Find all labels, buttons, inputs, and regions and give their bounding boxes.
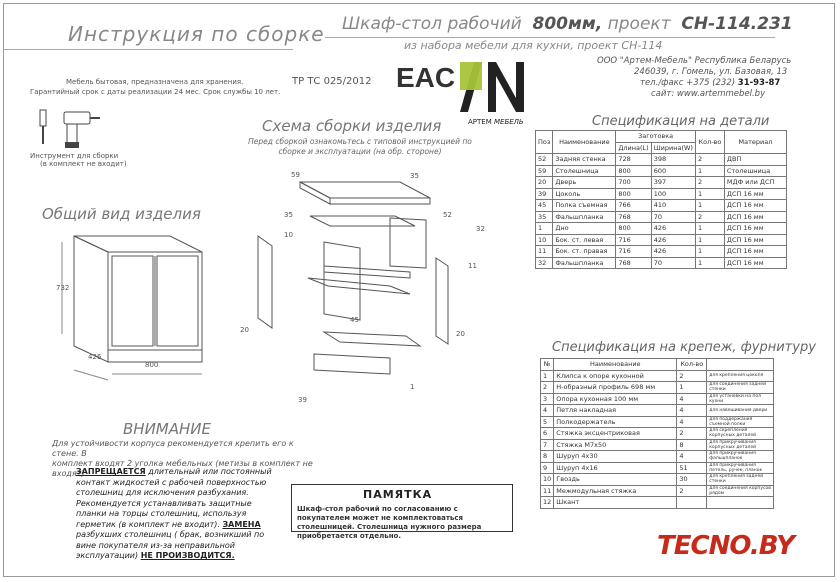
title-underline [3,49,293,50]
fittings-cell-pos: 2 [541,382,554,394]
fittings-cell-pos: 5 [541,416,554,428]
product-title: Шкаф-стол рабочий 800мм, проект СН-114.231 [342,14,793,34]
fittings-cell-qty: 30 [677,474,707,486]
fittings-cell-qty [677,497,707,509]
parts-cell-w: 398 [651,154,695,166]
fittings-row [541,497,774,509]
parts-cell-pos: 59 [536,165,553,177]
tecno-logo: TECNO.BY [657,531,794,561]
parts-cell-qty: 2 [695,177,724,189]
dim-width: 800 [145,361,159,369]
fittings-cell-pos: 11 [541,485,554,497]
parts-row [536,188,787,200]
not-done-label: НЕ ПРОИЗВОДИТСЯ. [140,551,235,560]
fittings-cell-name: Опора кухонная 100 мм [554,393,677,405]
schema-label-32: 32 [476,225,485,233]
intro-line-2: Гарантийный срок с даты реализации 24 мес. Срок службы 10 лет. [30,88,281,96]
fittings-row [541,370,774,382]
fittings-cell-pos: 12 [541,497,554,509]
parts-row [536,234,787,246]
fittings-cell-qty: 4 [677,451,707,463]
parts-cell-qty: 1 [695,246,724,258]
parts-cell-qty: 1 [695,165,724,177]
schema-label-39: 39 [298,396,307,404]
fittings-cell-qty: 1 [677,382,707,394]
company-name: ООО "Артем-Мебель" Республика Беларусь [597,56,792,66]
cabinet-general-view-drawing [52,222,222,382]
fittings-row [541,485,774,497]
parts-cell-w: 426 [651,234,695,246]
parts-cell-mat: ДСП 16 мм [724,200,786,212]
fittings-cell-note: для навешивания двери [707,405,774,417]
prohibited-text: длительный или постоянный контакт жидкостей с рабочей поверхностью столешниц для исключения разбухания. Рекомендуется устанавливать защитные планки на торцы столешниц, используя герметик (в комплект не входит). [76,467,272,529]
parts-cell-pos: 35 [536,211,553,223]
parts-cell-name: Бок. ст. правая [553,246,616,258]
fittings-cell-qty: 4 [677,405,707,417]
fittings-header-note [707,359,774,371]
warning-note: Для устойчивости корпуса рекомендуется крепить его к стене. В комплект входят 2 уголка мебельных (метизы в комплект не входят). [52,439,313,478]
standard-label: ТР ТС 025/2012 [292,76,372,87]
parts-header-qty: Кол-во [695,131,724,154]
fittings-row [541,416,774,428]
general-view-title: Общий вид изделия [42,205,201,223]
parts-header-pos: Поз [536,131,553,154]
fittings-cell-name: Стяжка М7х50 [554,439,677,451]
parts-cell-qty: 2 [695,211,724,223]
parts-cell-mat: МДФ или ДСП [724,177,786,189]
dim-height: 732 [56,284,70,292]
schema-label-20-left: 20 [240,326,249,334]
memo-title: ПАМЯТКА [363,488,433,501]
fittings-cell-note: для прикручивания фальшпланок [707,451,774,463]
fittings-cell-name: Н-образный профиль 698 мм [554,382,677,394]
fittings-cell-qty: 8 [677,439,707,451]
fittings-cell-note: для прикручивания корпусных деталей [707,439,774,451]
parts-header-name: Наименование [553,131,616,154]
parts-cell-name: Фальшпланка [553,211,616,223]
parts-cell-pos: 45 [536,200,553,212]
parts-row [536,165,787,177]
parts-cell-mat: ДСП 16 мм [724,257,786,269]
parts-row [536,154,787,166]
fittings-row [541,462,774,474]
parts-cell-l: 728 [616,154,651,166]
parts-row [536,177,787,189]
replace-label: ЗАМЕНА [222,519,261,529]
fittings-header-qty: Кол-во [677,359,707,371]
fittings-cell-name: Межмодульная стяжка [554,485,677,497]
parts-cell-l: 700 [616,177,651,189]
fittings-header-name: Наименование [554,359,677,371]
parts-cell-name: Цоколь [553,188,616,200]
parts-cell-mat: ДСП 16 мм [724,211,786,223]
parts-cell-l: 800 [616,223,651,235]
parts-cell-pos: 32 [536,257,553,269]
parts-cell-name: Бок. ст. левая [553,234,616,246]
parts-cell-name: Полка съемная [553,200,616,212]
parts-cell-l: 716 [616,234,651,246]
parts-header-width: Ширина(W) [651,142,695,154]
fittings-cell-name: Шкант [554,497,677,509]
fittings-cell-note: для скрепления корпусных деталей [707,428,774,440]
parts-cell-pos: 39 [536,188,553,200]
fittings-cell-note: для соединения корпусов рядом [707,485,774,497]
fittings-row [541,382,774,394]
fittings-cell-note: для крепления цоколя [707,370,774,382]
replace-text: разбухших столешниц ( брак, возникший по вине покупателя из-за неправильной эксплуатации) [76,530,265,560]
company-phone: 31-93-87 [737,78,781,88]
assembly-exploded-drawing [240,168,500,408]
fittings-cell-qty: 2 [677,370,707,382]
product-subtitle: из набора мебели для кухни, проект СН-114 [404,39,663,52]
parts-cell-qty: 1 [695,200,724,212]
parts-spec-title: Спецификация на детали [592,114,770,129]
parts-header-material: Материал [724,131,786,154]
schema-label-20-right: 20 [456,330,465,338]
fittings-row [541,474,774,486]
parts-row [536,211,787,223]
intro-line-1: Мебель бытовая, предназначена для хранения. [66,78,244,86]
brand-name: АРТЕМ МЕБЕЛЬ [468,118,524,126]
fittings-cell-qty: 4 [677,416,707,428]
tools-sublabel: (в комплект не входит) [40,160,127,168]
parts-cell-pos: 10 [536,234,553,246]
parts-cell-pos: 52 [536,154,553,166]
fittings-cell-note: для установки на пол кухни [707,393,774,405]
fittings-cell-pos: 9 [541,462,554,474]
parts-cell-qty: 1 [695,234,724,246]
brand-logo [458,58,526,116]
fittings-cell-note: для соединения задней стенки [707,382,774,394]
schema-label-1: 1 [410,383,415,391]
fittings-cell-name: Шуруп 4х30 [554,451,677,463]
fittings-spec-title: Спецификация на крепеж, фурнитуру [552,340,816,355]
parts-cell-l: 800 [616,165,651,177]
company-address: 246039, г. Гомель, ул. Базовая, 13 [634,67,788,77]
fittings-cell-name: Шуруп 4х16 [554,462,677,474]
prohibited-label: ЗАПРЕЩАЕТСЯ [76,467,146,476]
schema-label-35-top: 35 [410,172,419,180]
fittings-cell-pos: 8 [541,451,554,463]
fittings-cell-name: Полкодержатель [554,416,677,428]
memo-text: Шкаф-стол рабочий по согласованию с покупателем может не комплектоваться столешницей. Столешница нужного размера приобретается отдельно. [297,505,482,540]
parts-cell-pos: 20 [536,177,553,189]
fittings-cell-qty: 2 [677,428,707,440]
parts-cell-mat: ДСП 16 мм [724,234,786,246]
schema-label-10: 10 [284,231,293,239]
parts-cell-l: 768 [616,257,651,269]
parts-cell-l: 800 [616,188,651,200]
fittings-cell-name: Клипса к опоре кухонной [554,370,677,382]
parts-cell-pos: 1 [536,223,553,235]
fittings-cell-pos: 7 [541,439,554,451]
parts-row [536,200,787,212]
schema-label-59: 59 [291,171,300,179]
parts-cell-l: 768 [616,211,651,223]
fittings-cell-pos: 6 [541,428,554,440]
parts-cell-name: Задняя стенка [553,154,616,166]
parts-cell-mat: ДСП 16 мм [724,246,786,258]
parts-cell-w: 426 [651,246,695,258]
parts-cell-w: 70 [651,211,695,223]
schema-label-52: 52 [443,211,452,219]
fittings-row [541,439,774,451]
fittings-row [541,451,774,463]
parts-row [536,223,787,235]
fittings-cell-name: Гвоздь [554,474,677,486]
instruction-title: Инструкция по сборке [68,22,325,46]
fittings-header-pos: № [541,359,554,371]
fittings-cell-pos: 3 [541,393,554,405]
parts-cell-qty: 1 [695,257,724,269]
parts-cell-qty: 2 [695,154,724,166]
fittings-cell-name: Петля накладная [554,405,677,417]
fittings-cell-qty: 4 [677,393,707,405]
parts-cell-mat: Столешница [724,165,786,177]
parts-cell-qty: 1 [695,188,724,200]
warning-paragraph [76,467,276,562]
fittings-cell-note: для поддержания съемной полки [707,416,774,428]
parts-cell-mat: ДСП 16 мм [724,188,786,200]
parts-cell-pos: 11 [536,246,553,258]
fittings-cell-qty: 51 [677,462,707,474]
fittings-spec-table [540,358,774,509]
tools-label: Инструмент для сборки [30,152,119,160]
parts-cell-name: Дно [553,223,616,235]
tools-icon [34,104,104,152]
parts-row [536,246,787,258]
parts-cell-mat: ДСП 16 мм [724,223,786,235]
fittings-cell-note: для прикручивания петель, ручек, планок [707,462,774,474]
schema-label-35-left: 35 [284,211,293,219]
title-divider [325,37,775,38]
parts-cell-l: 766 [616,200,651,212]
schema-label-45: 45 [350,316,359,324]
fittings-row [541,405,774,417]
fittings-cell-note [707,497,774,509]
fittings-row [541,393,774,405]
fittings-row [541,428,774,440]
assembly-schema-title: Схема сборки изделия [262,117,442,135]
fittings-cell-pos: 4 [541,405,554,417]
parts-cell-name: Столешница [553,165,616,177]
parts-cell-w: 600 [651,165,695,177]
parts-cell-l: 716 [616,246,651,258]
company-site: сайт: www.artemmebel.by [651,89,766,99]
warning-title: ВНИМАНИЕ [123,420,211,438]
fittings-cell-pos: 10 [541,474,554,486]
parts-spec-table [535,130,787,269]
parts-cell-w: 410 [651,200,695,212]
parts-cell-w: 100 [651,188,695,200]
assembly-schema-note: Перед сборкой ознакомьтесь с типовой инструкцией по сборке и эксплуатации (на обр. стороне) [248,137,472,156]
schema-label-11: 11 [468,262,477,270]
parts-cell-qty: 1 [695,223,724,235]
parts-row [536,257,787,269]
company-phone-prefix: тел./факс +375 (232) [640,78,736,88]
parts-header-length: Длина(L) [616,142,651,154]
parts-cell-w: 70 [651,257,695,269]
company-info [597,56,817,100]
parts-cell-name: Дверь [553,177,616,189]
parts-header-blank: Заготовка [616,131,696,143]
parts-cell-name: Фальшпланка [553,257,616,269]
dim-depth: 426 [88,353,102,361]
fittings-cell-qty: 2 [677,485,707,497]
eac-mark: EAC [396,62,456,93]
parts-cell-w: 426 [651,223,695,235]
fittings-cell-pos: 1 [541,370,554,382]
parts-cell-w: 397 [651,177,695,189]
fittings-cell-note: для крепления задней стенки [707,474,774,486]
fittings-cell-name: Стяжка эксцентриковая [554,428,677,440]
parts-cell-mat: ДВП [724,154,786,166]
